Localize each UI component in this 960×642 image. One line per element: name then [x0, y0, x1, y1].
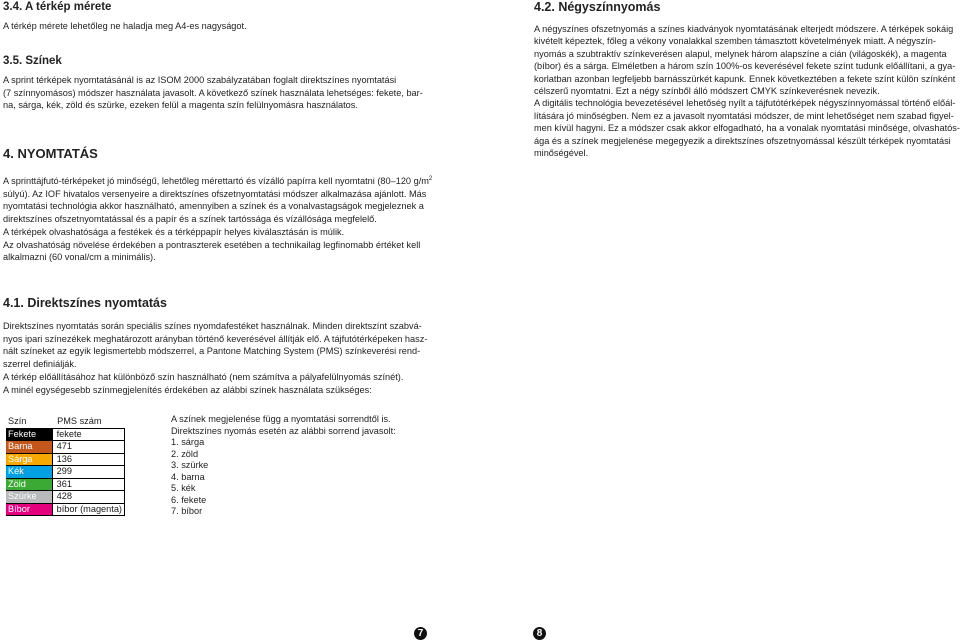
text-line: ága és a színek megjelenése megegyezik a direktszínes ofszetnyomással készült térképek nyomtatási [534, 135, 951, 146]
text-line: kivételt képeztek, főleg a vékony vonalakkal szemben támasztott követelmények miatt. A négyszín- [534, 36, 936, 47]
text-line-part: A sprinttájfutó-térképeket jó minőségű, lehetőleg mérettartó és vízálló papírra kell nyomtatni (80–120 g/m [3, 176, 429, 186]
list-item: 6. fekete [171, 494, 207, 505]
section-3-4-title: 3.4. A térkép mérete [3, 1, 112, 13]
table-row [6, 453, 125, 466]
list-item: 5. kék [171, 483, 196, 493]
table-header-row [6, 416, 125, 428]
table-row [6, 466, 125, 479]
pms-value-cell: 136 [52, 453, 124, 466]
text-line: nált színeket az egyik legismertebb módszerrel, a Pantone Matching System (PMS) színkeverési rend- [3, 346, 421, 357]
pms-value-cell: bíbor (magenta) [52, 503, 124, 516]
text-line: men kívül hagyni. Ez a módszer csak akkor elfogadható, ha a vonalak nyomtatási minősége, olvashatós- [534, 123, 960, 134]
section-4-2-title: 4.2. Négyszínnyomás [534, 0, 661, 14]
section-4-body [3, 175, 431, 264]
text-line: A térkép előállításához hat különböző szín használható (nem számítva a pályafelülnyomás színét). [3, 371, 404, 382]
color-swatch-cell: Barna [6, 441, 52, 454]
section-4-1-title: 4.1. Direktszínes nyomtatás [3, 296, 167, 310]
superscript: 2 [428, 176, 433, 182]
text-line: Direktszínes nyomtatás során speciális színes nyomdafestéket használnak. Minden direktszínt szabvá- [3, 321, 422, 331]
page-number-left: 7 [414, 627, 427, 640]
table-row [6, 478, 125, 491]
text-line: Direktszínes nyomás esetén az alábbi sorrend javasolt: [171, 425, 396, 436]
table-row [6, 491, 125, 504]
text-line: minőségével. [534, 148, 589, 159]
list-item: 2. zöld [171, 448, 199, 459]
text-line: alkalmazni (60 vonal/cm a minimális). [3, 252, 156, 263]
column-header-color: Szín [6, 416, 52, 428]
text-line: A térképek olvashatósága a festékek és a térképpapír helyes kiválasztásán is múlik. [3, 226, 345, 237]
section-4-title: 4. NYOMTATÁS [3, 146, 98, 161]
text-line: (bíbor) és a sárga. Elméletben a három szín 100%-os keverésével fekete színt tudunk előállítani, a gya- [534, 61, 956, 72]
text-line: szerrel definiálják. [3, 359, 77, 370]
text-line: nyos ipari színezékek meghatározott arányban történő keverésével állítják elő. A tájfutótérképeken hasz- [3, 333, 428, 344]
pms-value-cell: 428 [52, 491, 124, 504]
list-item: 7. bíbor [171, 506, 203, 516]
text-line: nyomás a szubtraktív színkeverésen alapul, melynek három alapszíne a cián (világoskék), a magenta [534, 48, 947, 59]
table-row [6, 503, 125, 516]
list-item: 3. szürke [171, 460, 209, 470]
text-line: Az olvashatóság növelése érdekében a pontraszterek esetében a technikailag legfinomabb értéket kell [3, 239, 421, 250]
section-3-5-title: 3.5. Színek [3, 55, 62, 67]
text-line: A minél egységesebb színmegjelenítés érdekében az alábbi színek használata szükséges: [3, 384, 372, 395]
pms-value-cell: 471 [52, 441, 124, 454]
text-line: A térkép mérete lehetőleg ne haladja meg A4-es nagyságot. [3, 21, 247, 31]
text-line: na, sárga, kék, zöld és szürke, ezeken felül a magenta szín felülnyomásra használatos. [3, 100, 358, 111]
section-3-4-body [3, 20, 247, 33]
text-line: A digitális technológia bevezetésével lehetőség nyílt a tájfutótérképek négyszínnyomással történő előál- [534, 98, 956, 109]
text-line: A négyszínes ofszetnyomás a színes kiadványok nyomtatásának elterjedt módszere. A térképek sokáig [534, 24, 954, 34]
pms-value-cell: fekete [52, 428, 124, 441]
print-order-block [171, 414, 396, 518]
section-3-5-body [3, 74, 431, 112]
print-order-intro [171, 414, 396, 437]
text-line: nyomtatási technológia akkor használható, amennyiben a színek és a vonalvastagságok megjeleznek a [3, 201, 424, 212]
list-item: 1. sárga [171, 437, 205, 447]
text-line: A színek megjelenése függ a nyomtatási sorrendtől is. [171, 414, 391, 424]
list-item: 4. barna [171, 471, 205, 482]
section-4-2-body [534, 23, 959, 159]
color-swatch-cell: Szürke [6, 491, 52, 504]
text-line: súlyú). Az IOF hivatalos versenyeire a direktszínes ofszetnyomtatási módszer alkalmazása ajánlott. Más [3, 188, 427, 199]
color-swatch-cell: Zöld [6, 478, 52, 491]
color-swatch-cell: Bíbor [6, 503, 52, 516]
page-number-right: 8 [533, 627, 546, 640]
pms-value-cell: 299 [52, 466, 124, 479]
text-line: célszerű nyomtatni. Ezt a négy színből álló módszert CMYK színkeverésnek nevezik. [534, 86, 880, 97]
color-swatch-cell: Sárga [6, 453, 52, 466]
text-line [3, 175, 431, 188]
text-line: (7 színnyomásos) módszer használata javasolt. A következő színek használata lehetséges: fekete, bar- [3, 87, 423, 98]
text-line: A sprint térképek nyomtatásánál is az ISOM 2000 szabályzatában foglalt direktszínes nyomtatási [3, 75, 397, 85]
print-order-list [171, 437, 396, 518]
table-row [6, 441, 125, 454]
column-header-pms: PMS szám [52, 416, 124, 428]
text-line: korlatban azonban legfeljebb barnásszürkét kapunk. Ennek következtében a fekete színt külön színként [534, 73, 956, 84]
color-swatch-cell: Kék [6, 466, 52, 479]
color-swatch-cell: Fekete [6, 428, 52, 441]
table-row [6, 428, 125, 441]
text-line: direktszínes ofszetnyomtatással és a papír és a színek tartóssága és vízállósága megfelelő. [3, 214, 377, 225]
section-4-1-body [3, 320, 431, 396]
pms-color-table [6, 416, 125, 516]
pms-value-cell: 361 [52, 478, 124, 491]
text-line: lítására jó minőségben. Nem ez a javasolt nyomtatási módszer, de mint lehetőséget nem szabad figyel- [534, 110, 954, 121]
